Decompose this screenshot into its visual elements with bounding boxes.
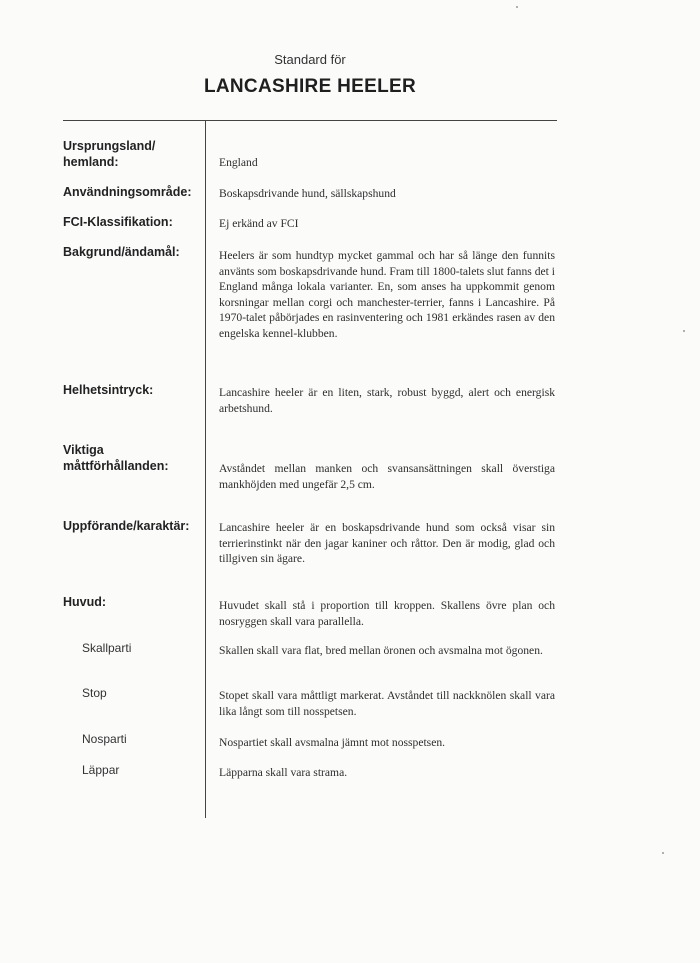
text-helhetsintryck: Lancashire heeler är en liten, stark, robust byggd, alert och energisk arbetshund. bbox=[219, 386, 555, 415]
text-bakgrund: Heelers är som hundtyp mycket gammal och har så länge den funnits använts som boskapsdrivande hund. Fram till 1800-talets slut fanns det i England många lokala varianter. En, som anses ha uppkommit genom korsningar mellan corgi och manchester-terrier, fanns i Lancashire. På 1970-talet påbörjades en rasinventering och 1981 erkändes rasen av den engelska kennel-klubben. bbox=[219, 249, 555, 340]
header-divider bbox=[63, 120, 557, 121]
label-nosparti: Nosparti bbox=[82, 732, 127, 746]
text-anvandningsomrade: Boskapsdrivande hund, sällskapshund bbox=[219, 187, 396, 200]
label-uppforande-karaktar: Uppförande/karaktär: bbox=[63, 519, 190, 533]
document-subtitle: Standard för bbox=[274, 52, 346, 67]
text-ursprungsland: England bbox=[219, 156, 258, 169]
text-viktiga-mattforhallanden: Avståndet mellan manken och svansansättningen skall överstiga mankhöjden med ungefär 2,5 cm. bbox=[219, 462, 555, 491]
label-huvud: Huvud: bbox=[63, 595, 107, 609]
text-stop: Stopet skall vara måttligt markerat. Avståndet till nackknölen skall vara lika långt som till nosspetsen. bbox=[219, 689, 555, 718]
label-skallparti: Skallparti bbox=[82, 641, 132, 655]
scan-speck bbox=[516, 6, 518, 8]
text-nosparti: Nospartiet skall avsmalna jämnt mot nosspetsen. bbox=[219, 736, 446, 749]
label-viktiga-mattforhallanden: Viktiga måttförhållanden: bbox=[63, 443, 169, 473]
label-anvandningsomrade: Användningsområde: bbox=[63, 185, 192, 199]
text-fci-klassifikation: Ej erkänd av FCI bbox=[219, 217, 299, 230]
text-lappar: Läpparna skall vara strama. bbox=[219, 766, 348, 779]
label-lappar: Läppar bbox=[82, 763, 120, 777]
label-bakgrund: Bakgrund/ändamål: bbox=[63, 245, 180, 259]
scan-speck bbox=[662, 852, 664, 854]
label-ursprungsland: Ursprungsland/ hemland: bbox=[63, 139, 156, 169]
document-title: LANCASHIRE HEELER bbox=[203, 76, 416, 97]
scan-speck bbox=[683, 330, 685, 332]
text-huvud: Huvudet skall stå i proportion till kroppen. Skallens övre plan och nosryggen skall vara parallella. bbox=[219, 599, 555, 628]
text-uppforande-karaktar: Lancashire heeler är en boskapsdrivande hund som också visar sin terrierinstinkt när den jagar kaniner och råttor. Den är modig, glad och tillgiven sin ägare. bbox=[219, 521, 555, 565]
label-helhetsintryck: Helhetsintryck: bbox=[63, 383, 154, 397]
label-stop: Stop bbox=[82, 686, 107, 700]
text-skallparti: Skallen skall vara flat, bred mellan öronen och avsmalna mot ögonen. bbox=[219, 644, 543, 657]
label-fci-klassifikation: FCI-Klassifikation: bbox=[63, 215, 173, 229]
